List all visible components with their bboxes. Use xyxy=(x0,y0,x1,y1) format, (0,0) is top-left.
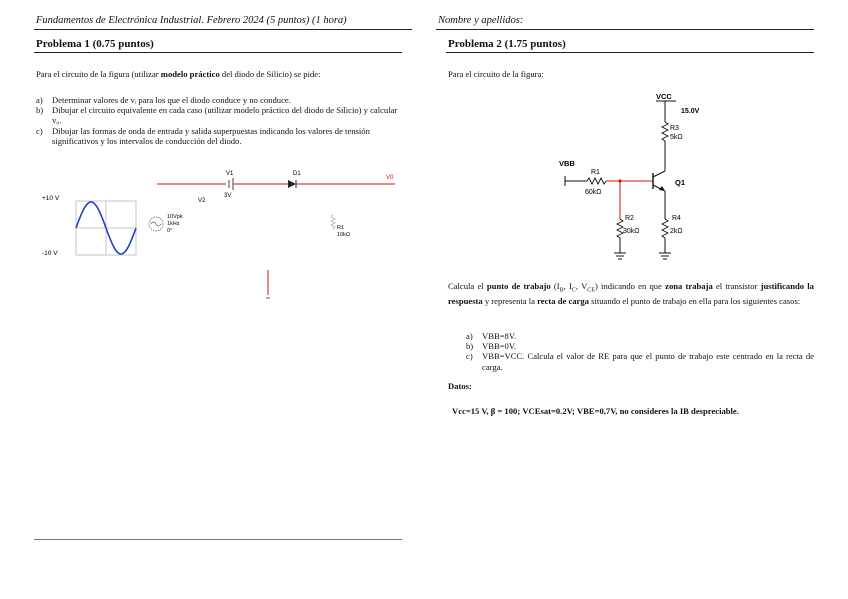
question-b: b) Dibujar el circuito equivalente en cada caso (utilizar modelo práctico del diodo de Silicio) y calcular v₀. xyxy=(36,105,398,126)
header-divider-right xyxy=(436,29,814,30)
ac-source-v2 xyxy=(149,217,163,231)
r1-value: 10kΩ xyxy=(337,232,350,238)
header-name-field: Nombre y apellidos: xyxy=(438,15,524,26)
r3-value: 5kΩ xyxy=(670,134,683,141)
problem1-title: Problema 1 (0.75 puntos) xyxy=(36,38,154,50)
r1-label: R1 xyxy=(337,225,345,231)
header-divider-left xyxy=(34,29,412,30)
resistor-r1 xyxy=(331,215,335,229)
r3-label: R3 xyxy=(670,125,679,132)
header-title: Fundamentos de Electrónica Industrial. Febrero 2024 (5 puntos) (1 hora) xyxy=(36,15,347,26)
d1-label: D1 xyxy=(293,171,301,177)
input-waveform xyxy=(76,201,136,255)
dc-source-v1 xyxy=(229,178,233,190)
case-b: b) VBB=0V. xyxy=(466,341,517,352)
problem1-intro: Para el circuito de la figura (utilizar modelo práctico del diodo de Silicio) se pide: xyxy=(36,69,321,79)
problem1-circuit xyxy=(30,165,410,305)
v2-amplitude: 10Vpk xyxy=(167,214,183,220)
problem2-title: Problema 2 (1.75 puntos) xyxy=(448,38,566,50)
datos-values: Vcc=15 V, β = 100; VCEsat=0.2V; VBE=0,7V, no consideres la IB despreciable. xyxy=(452,406,739,416)
v2-phase: 0° xyxy=(167,228,173,234)
output-v0-label: V0 xyxy=(386,175,394,181)
waveform-max-label: +10 V xyxy=(42,195,60,202)
problem2-cases xyxy=(466,331,814,372)
r4-value: 2kΩ xyxy=(670,228,683,235)
problem1-questions xyxy=(36,95,398,146)
vbb-label: VBB xyxy=(559,159,575,168)
case-a: a) VBB=8V. xyxy=(466,331,517,341)
resistor-r3 xyxy=(662,122,668,141)
v1-value: 3V xyxy=(224,193,232,199)
question-a: a) Determinar valores de vᵢ para los que el diodo conduce y no conduce. xyxy=(36,95,291,105)
v2-frequency: 1kHz xyxy=(167,221,180,227)
vcc-value: 15.0V xyxy=(681,108,700,115)
q1-label: Q1 xyxy=(675,178,686,187)
transistor-q1 xyxy=(653,171,665,191)
problem2-intro: Para el circuito de la figura: xyxy=(448,69,544,79)
datos-label: Datos: xyxy=(448,381,472,391)
resistor-r4 xyxy=(662,219,668,238)
r4-label: R4 xyxy=(672,215,681,222)
r1-label: R1 xyxy=(591,169,600,176)
problem1-divider xyxy=(34,52,402,53)
case-c: c) VBB=VCC. Calcula el valor de RE para que el punto de trabajo este centrado en la recta de carga. xyxy=(466,351,814,372)
problem2-divider xyxy=(446,52,814,53)
waveform-min-label: -10 V xyxy=(42,250,58,257)
v1-label: V1 xyxy=(226,171,234,177)
ground-symbol-r2 xyxy=(614,253,626,259)
question-c: c) Dibujar las formas de onda de entrada y salida superpuestas indicando los valores de tensión significativos y los intervalos de conducción del diodo. xyxy=(36,125,370,146)
ground-symbol-r4 xyxy=(659,253,671,259)
r2-label: R2 xyxy=(625,215,634,222)
r1-value: 60kΩ xyxy=(585,189,602,196)
diode-d1 xyxy=(288,180,296,188)
problem2-circuit xyxy=(555,88,725,273)
v2-label: V2 xyxy=(198,198,206,204)
vcc-label: VCC xyxy=(656,92,672,101)
r2-value: 30kΩ xyxy=(623,228,640,235)
resistor-r1 xyxy=(587,178,606,184)
problem1-bottom-divider xyxy=(34,539,402,540)
problem2-statement: Calcula el punto de trabajo ($I_B$, $I_C$, $V_{CE}$) indicando en que zona trabaja el transistor justificando la respuesta y representa la recta de carga situando el punto de trabajo en ella para los siguientes casos: xyxy=(448,281,814,307)
